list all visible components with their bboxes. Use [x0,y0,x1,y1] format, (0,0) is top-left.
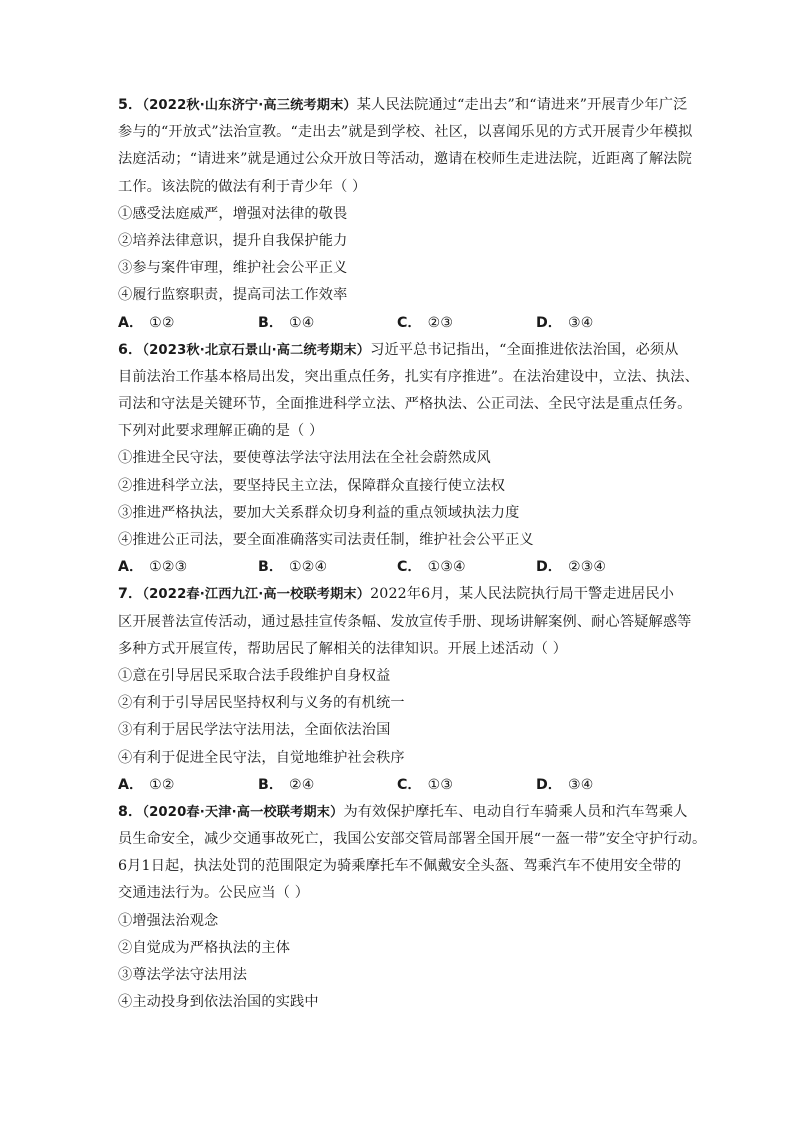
stem-line: 法庭活动；“请进来”就是通过公众开放日等活动，邀请在校师生走进法院，近距离了解法院 [118,151,692,168]
stem-line: 工作。该法院的做法有利于青少年（ ） [118,178,367,195]
answer-choice-b: B． ②④ [258,776,315,793]
question-number: 6． [118,341,143,358]
stem-line: 6月1日起，执法处罚的范围限定为骑乘摩托车不佩戴安全头盔、驾乘汽车不使用安全带的 [118,858,682,875]
option-statement: ③尊法学法守法用法 [118,967,248,983]
answer-choices [118,310,688,337]
answer-choice-a: A． ①② [118,776,175,793]
stem-text: 某人民法院通过“走出去”和“请进来”开展青少年广泛 [356,97,688,113]
option-statement: ③参与案件审理，维护社会公平正义 [118,260,348,277]
question-stem-first-line [118,799,688,826]
stem-line: 司法和守法是关键环节，全面推进科学立法、严格执法、公正司法、全民守法是重点任务。 [118,396,692,413]
option-statement: ④推进公正司法，要全面准确落实司法责任制，维护社会公平正义 [118,532,534,548]
question-list [118,92,707,1016]
question-source: （2022春·江西九江·高一校联考期末） [142,587,371,603]
stem-text: 习近平总书记指出，“全面推进依法治国，必须从 [370,341,679,358]
option-statement: ②自觉成为严格执法的主体 [118,939,291,956]
option-statement: ④有利于促进全民守法，自觉地维护社会秩序 [118,749,405,766]
option-statement: ①意在引导居民采取合法手段维护自身权益 [118,667,391,684]
option-statement: ①推进全民守法，要使尊法学法守法用法在全社会蔚然成风 [118,450,491,467]
question-number: 5． [118,97,143,113]
answer-choice-b: B． ①④ [258,314,315,331]
stem-line: 区开展普法宣传活动，通过悬挂宣传条幅、发放宣传手册、现场讲解案例、耐心答疑解惑等 [118,613,692,630]
option-statement: ①感受法庭威严，增强对法律的敬畏 [118,205,348,222]
question-stem-first-line [118,581,688,608]
question-stem-first-line [118,337,688,364]
question-8 [118,799,707,1017]
option-statement: ②推进科学立法，要坚持民主立法，保障群众直接行使立法权 [118,477,506,494]
stem-text: 为有效保护摩托车、电动自行车骑乘人员和汽车驾乘人 [343,803,688,820]
answer-choice-d: D． ③④ [536,314,594,331]
answer-choices [118,772,688,799]
answer-choice-d: D． ②③④ [536,559,607,576]
question-source: （2020春·天津·高一校联考期末） [142,804,344,820]
option-statement: ④履行监察职责，提高司法工作效率 [118,287,348,304]
answer-choice-a: A． ①②③ [118,559,188,576]
question-source: （2023秋·北京石景山·高二统考期末） [142,342,371,358]
question-source: （2022秋·山东济宁·高三统考期末） [142,98,357,113]
option-statement: ②有利于引导居民坚持权利与义务的有机统一 [118,695,405,712]
question-number: 7． [118,586,143,603]
stem-line: 多种方式开展宣传，帮助居民了解相关的法律知识。开展上述活动（ ） [118,640,568,657]
option-statement: ③推进严格执法，要加大关系群众切身利益的重点领域执法力度 [118,504,520,521]
stem-line: 交通违法行为。公民应当（ ） [118,885,310,902]
question-6 [118,337,699,582]
question-stem-first-line [118,92,688,119]
answer-choice-b: B． ①②④ [258,559,328,576]
answer-choices [118,554,688,581]
option-statement: ①增强法治观念 [118,912,219,929]
stem-line: 参与的“开放式”法治宣教。“走出去”就是到学校、社区，以喜闻乐见的方式开展青少年模拟 [118,124,693,141]
answer-choice-a: A． ①② [118,314,175,331]
stem-line: 下列对此要求理解正确的是（ ） [118,423,324,440]
option-statement: ③有利于居民学法守法用法，全面依法治国 [118,722,391,739]
question-7 [118,581,692,799]
option-statement: ④主动投身到依法治国的实践中 [118,994,319,1011]
question-number: 8． [118,803,143,820]
answer-choice-c: C． ①③④ [397,559,466,576]
stem-line: 目前法治工作基本格局出发，突出重点任务，扎实有序推进”。在法治建设中，立法、执法、 [118,368,699,385]
option-statement: ②培养法律意识，提升自我保护能力 [118,232,348,249]
question-5 [118,92,693,337]
answer-choice-c: C． ①③ [397,776,454,793]
stem-line: 员生命安全，减少交通事故死亡，我国公安部交管局部署全国开展“一盔一带”安全守护行动。 [118,831,707,848]
answer-choice-d: D． ③④ [536,776,594,793]
stem-text: 2022年6月，某人民法院执行局干警走进居民小 [370,586,675,603]
answer-choice-c: C． ②③ [397,314,454,331]
